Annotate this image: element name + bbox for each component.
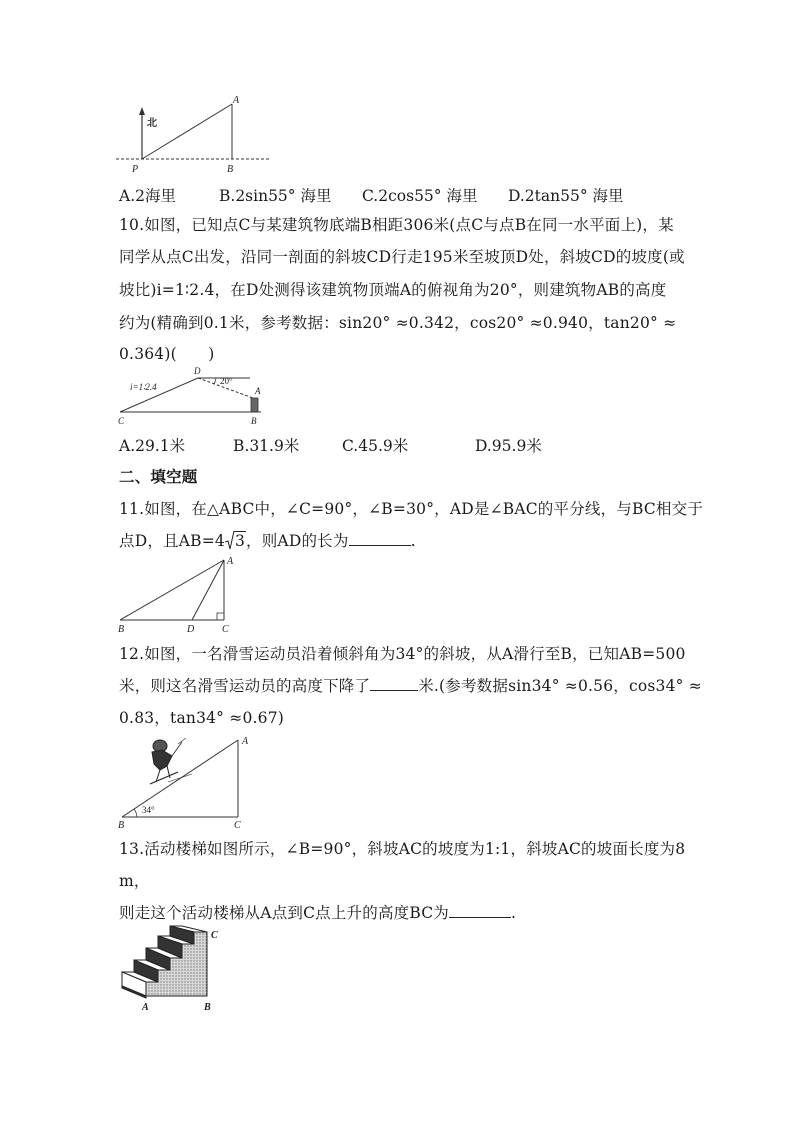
- q12-line-1: 12.如图，一名滑雪运动员沿着倾斜角为34°的斜坡，从A滑行至B，已知AB=500: [119, 645, 686, 663]
- q9-option-a: A.2海里: [119, 187, 176, 205]
- sqrt-sign: [225, 530, 235, 550]
- q10-option-b: B.31.9米: [233, 437, 300, 455]
- q10-line-3: 坡比)i=1∶2.4，在D处测得该建筑物顶端A的俯视角为20°，则建筑物AB的高度: [119, 281, 667, 299]
- q10-option-a: A.29.1米: [119, 437, 186, 455]
- q10-option-c: C.45.9米: [342, 437, 409, 455]
- q12-figure: [112, 730, 262, 830]
- label-B: B: [251, 416, 257, 426]
- label-A: A: [255, 386, 261, 396]
- q13-line-3-end: .: [511, 904, 517, 922]
- section-heading-fill-in: 二、填空题: [119, 467, 198, 486]
- q9-option-b: B.2sin55° 海里: [219, 187, 332, 205]
- q12-line-3: 0.83，tan34° ≈0.67): [119, 709, 285, 727]
- q13-answer-blank[interactable]: [449, 903, 511, 918]
- label-A: A: [142, 1002, 149, 1013]
- q12-line-2-pre: 米，则这名滑雪运动员的高度下降了: [119, 677, 371, 695]
- q11-line-1: 11.如图，在△ABC中，∠C=90°，∠B=30°，AD是∠BAC的平分线，与BC相交于: [119, 500, 704, 518]
- label-D: D: [194, 366, 201, 376]
- angle-arc-20: [214, 378, 216, 384]
- q12-answer-blank[interactable]: [370, 676, 418, 691]
- label-C: C: [234, 820, 241, 830]
- q9-option-c: C.2cos55° 海里: [362, 187, 478, 205]
- right-angle-mark: [217, 613, 224, 620]
- q11-line-2-end: .: [410, 532, 416, 550]
- q13-line-3-pre: 则走这个活动楼梯从A点到C点上升的高度BC为: [119, 904, 449, 922]
- q11-figure: [112, 552, 242, 634]
- segment-PA: [142, 104, 232, 159]
- q13-line-2: m，: [119, 872, 150, 890]
- sqrt-expression: [225, 532, 246, 550]
- q10-figure: [112, 362, 272, 428]
- slope-label: i=1∶2.4: [130, 382, 157, 392]
- q13-line-1: 13.活动楼梯如图所示，∠B=90°，斜坡AC的坡度为1:1，斜坡AC的坡面长度为8: [119, 840, 686, 858]
- label-A: A: [242, 736, 249, 747]
- q10-line-5: 0.364)( ): [119, 345, 215, 363]
- angle-label: 34°: [142, 805, 155, 815]
- q9-figure: [112, 92, 278, 178]
- label-B: B: [204, 1002, 211, 1013]
- label-C: C: [118, 416, 125, 426]
- q13-figure: [112, 924, 232, 1016]
- q12-line-2-post: 米.(参考数据sin34° ≈0.56，cos34° ≈: [418, 677, 702, 695]
- q12-line-2: [119, 674, 702, 696]
- north-arrow-head: [139, 107, 145, 115]
- label-A: A: [233, 95, 240, 106]
- q10-line-4: 约为(精确到0.1米，参考数据：sin20° ≈0.342，cos20° ≈0.940，tan20° ≈: [119, 314, 677, 332]
- slope-AB: [122, 740, 238, 817]
- q13-line-3: [119, 901, 516, 923]
- label-P: P: [132, 164, 139, 175]
- label-C: C: [222, 624, 229, 634]
- q11-line-2-pre: 点D，且AB=4: [119, 532, 225, 550]
- q10-option-d: D.95.9米: [475, 437, 542, 455]
- label-B: B: [227, 164, 234, 175]
- skier-illustration: [150, 738, 192, 784]
- sqrt-radicand: 3: [234, 532, 246, 550]
- q10-line-1: 10.如图，已知点C与某建筑物底端B相距306米(点C与点B在同一水平面上)，某: [119, 216, 674, 234]
- q9-option-d: D.2tan55° 海里: [508, 187, 624, 205]
- north-label: 北: [147, 118, 157, 129]
- label-B: B: [118, 624, 125, 634]
- q11-line-2: [119, 529, 416, 551]
- label-A: A: [227, 556, 234, 567]
- q10-line-2: 同学从点C出发，沿同一剖面的斜坡CD行走195米至坡顶D处，斜坡CD的坡度(或: [119, 248, 685, 266]
- building-AB: [251, 398, 258, 412]
- angle-label: 20°: [220, 376, 233, 386]
- label-C: C: [211, 930, 218, 941]
- label-B: B: [118, 820, 125, 830]
- q11-line-2-post: ，则AD的长为: [246, 532, 349, 550]
- angle-arc-34: [134, 809, 137, 817]
- q11-answer-blank[interactable]: [349, 531, 411, 546]
- label-D: D: [187, 624, 195, 634]
